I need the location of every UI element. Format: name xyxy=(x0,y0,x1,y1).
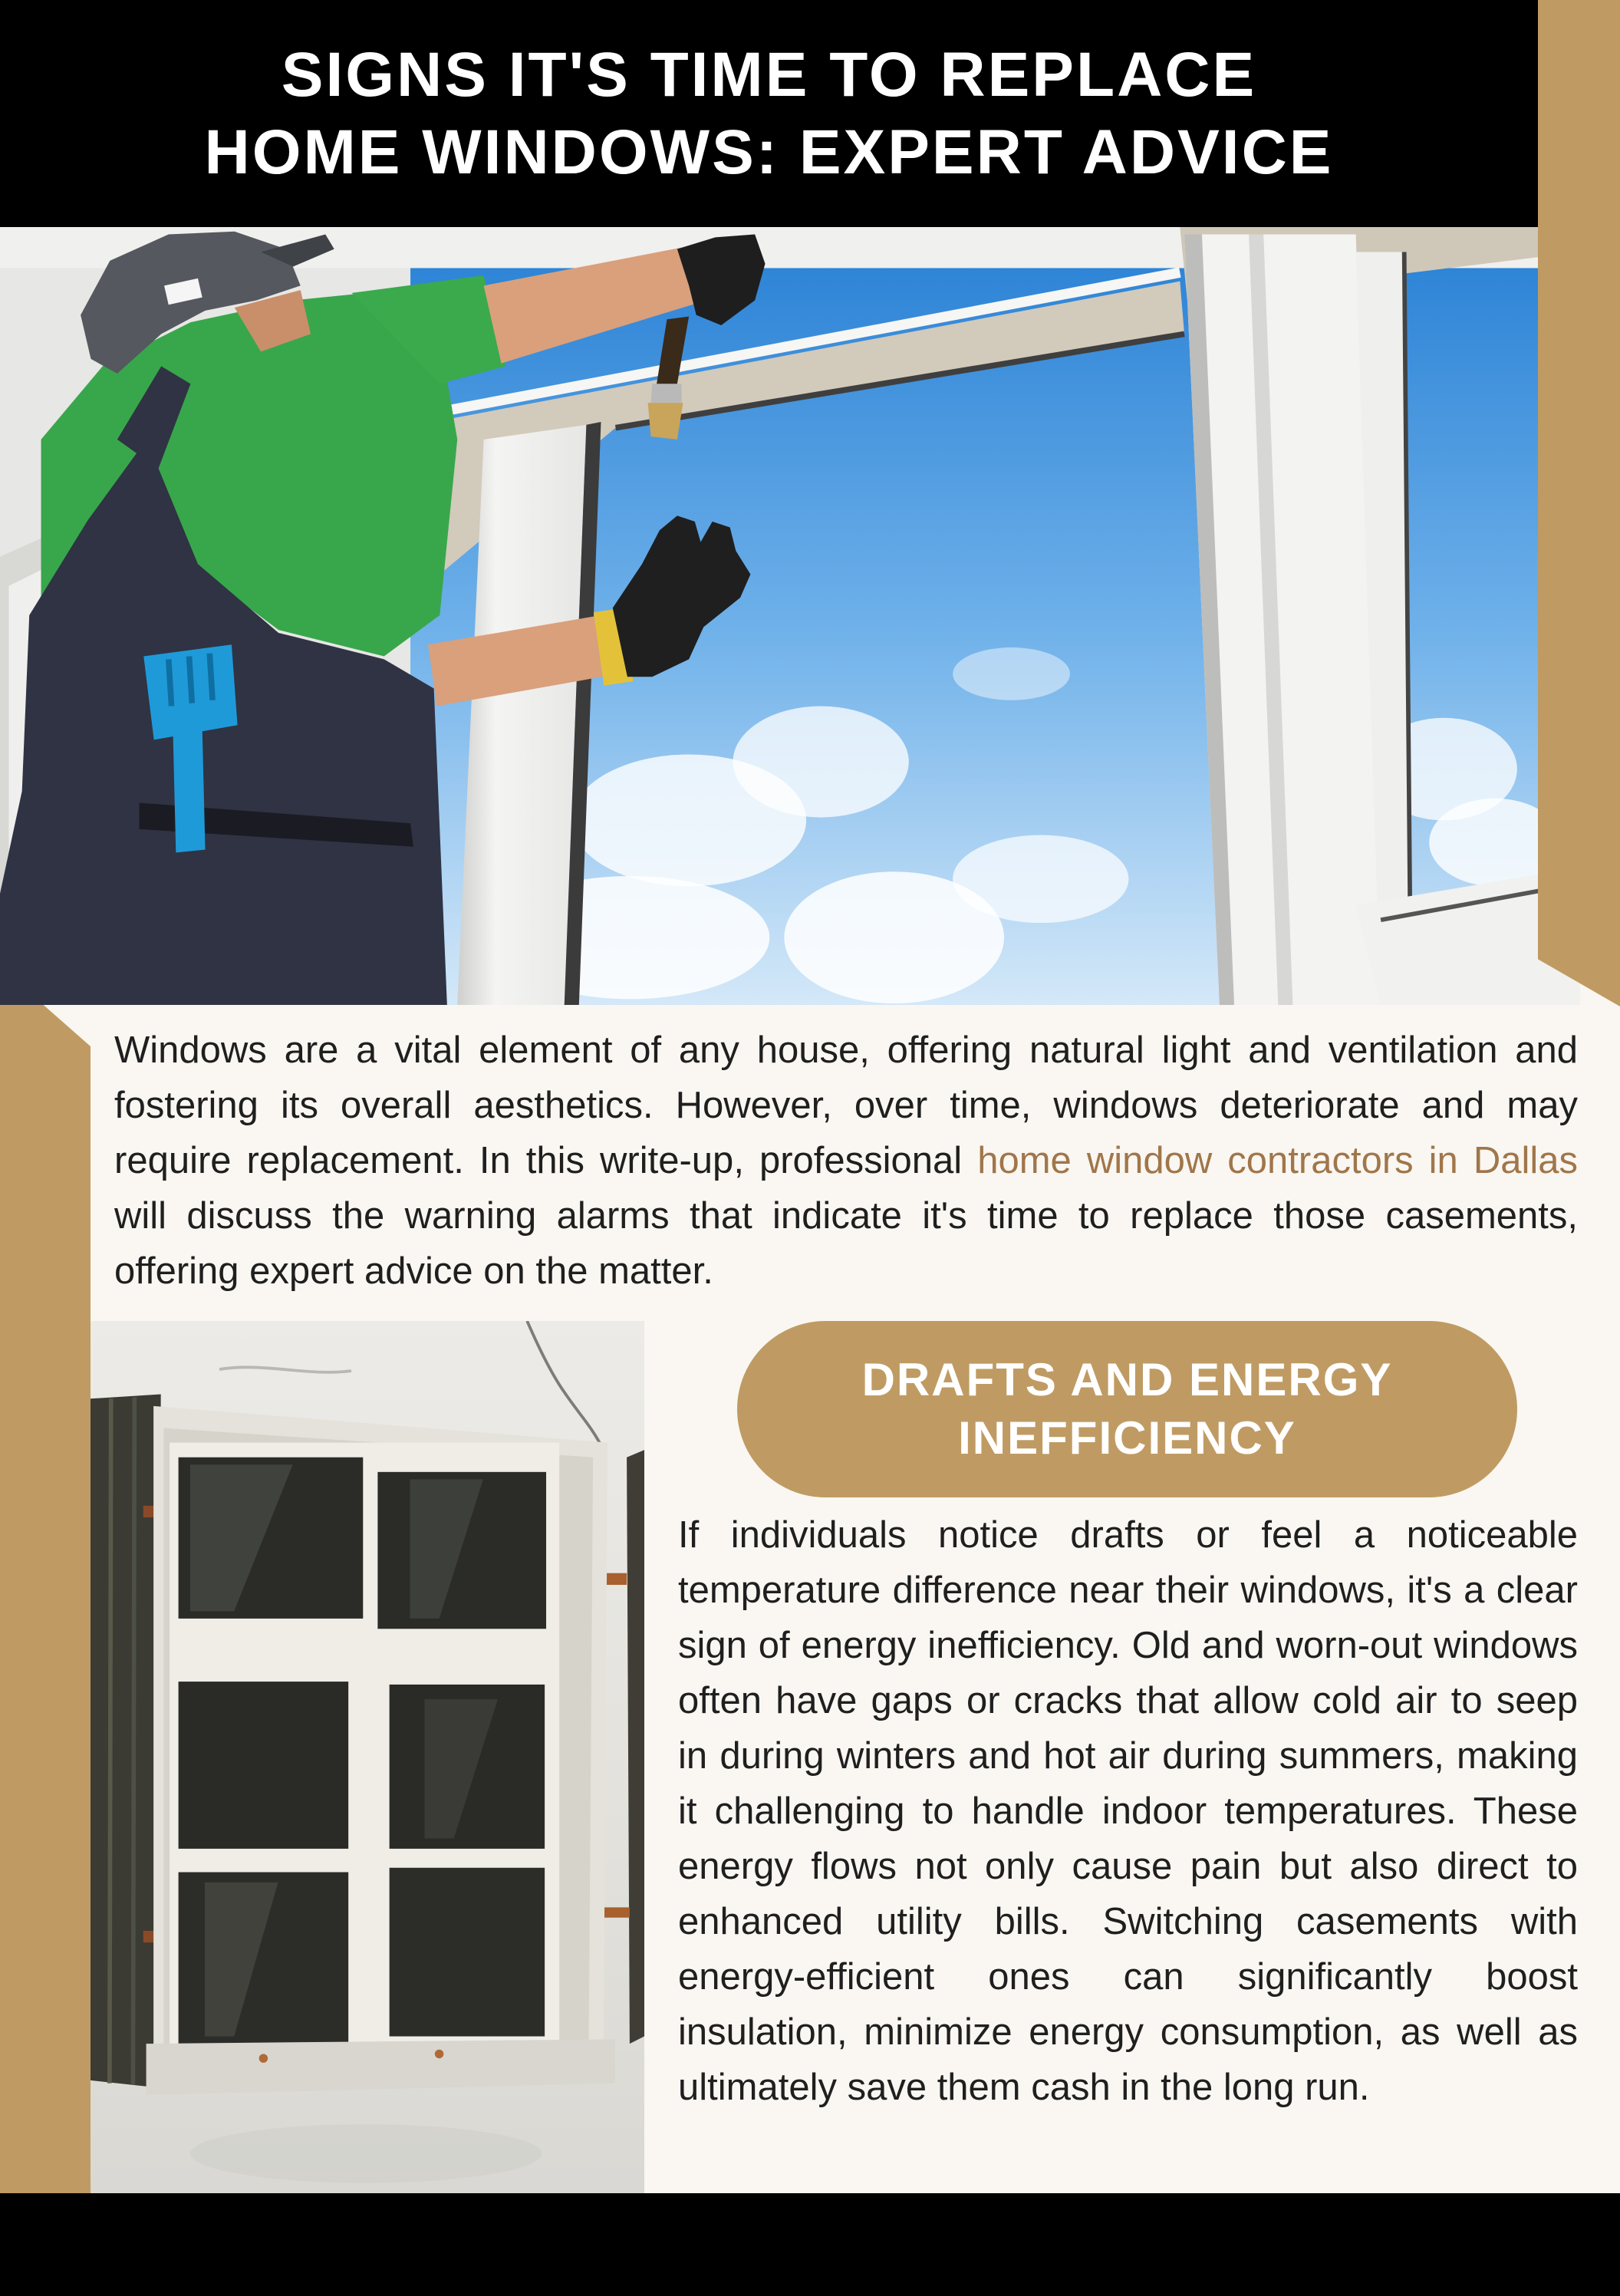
old-window-image xyxy=(91,1321,644,2193)
gold-accent-strip-left xyxy=(0,1005,91,2193)
section-heading-line-1: DRAFTS AND ENERGY xyxy=(861,1354,1393,1405)
intro-text-before-link: Windows are a vital element of any house, offering natural light and ventilation and fostering its overall aesthetics. However, over time, windows deteriorate and may require replacement. In this write-up, professional xyxy=(114,1029,1578,1181)
title-line-1: SIGNS IT'S TIME TO REPLACE xyxy=(281,40,1257,110)
section-heading-badge xyxy=(737,1321,1517,1497)
title-line-2: HOME WINDOWS: EXPERT ADVICE xyxy=(204,117,1334,187)
left-shutter xyxy=(91,1395,164,2088)
section-body-paragraph: If individuals notice drafts or feel a noticeable temperature difference near their windows, it's a clear sign of energy inefficiency. Old and worn-out windows often have gaps or cracks that allow cold air to seep in during winters and hot air during summers, making it challenging to handle indoor temperatures. These energy flows not only cause pain but also direct to enhanced utility bills. Switching casements with energy-efficient ones can significantly boost insulation, minimize energy consumption, as well as ultimately save them cash in the long run. xyxy=(678,1514,1578,2108)
footer-bar xyxy=(0,2193,1620,2296)
section-heading xyxy=(862,1351,1393,1468)
hero-photo xyxy=(0,227,1580,1005)
old-window-photo xyxy=(91,1321,644,2193)
gold-accent-strip-right xyxy=(1538,0,1620,1006)
worker-cleaning-window-image xyxy=(0,227,1580,1005)
section-heading-line-2: INEFFICIENCY xyxy=(958,1412,1296,1464)
contractors-link[interactable]: home window contractors in Dallas xyxy=(977,1140,1579,1181)
intro-paragraph xyxy=(114,1023,1578,1299)
title-banner xyxy=(0,0,1538,227)
page-title xyxy=(0,36,1538,191)
intro-text-after-link: will discuss the warning alarms that indicate it's time to replace those casements, offering expert advice on the matter. xyxy=(114,1195,1578,1292)
